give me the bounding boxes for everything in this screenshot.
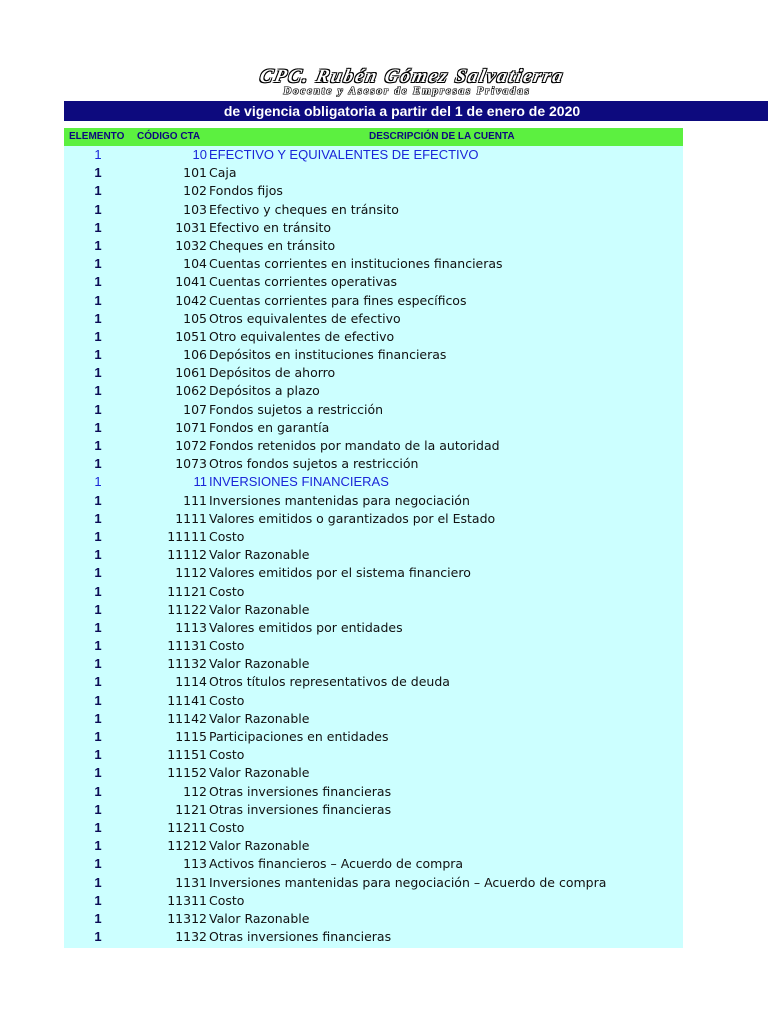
- account-description-cell: Fondos sujetos a restricción: [209, 401, 384, 417]
- element-cell: 1: [94, 383, 102, 399]
- column-header-element: ELEMENTO: [69, 131, 125, 142]
- account-code-cell: 11: [193, 474, 207, 490]
- element-cell: 1: [94, 729, 102, 744]
- element-cell: 1: [94, 565, 102, 581]
- element-cell: 1: [94, 510, 102, 526]
- element-cell: 1: [94, 619, 102, 635]
- account-description-cell: Cheques en tránsito: [209, 237, 336, 253]
- account-row: [64, 764, 683, 782]
- element-cell: 1: [94, 874, 102, 890]
- account-row: [64, 164, 683, 182]
- element-cell: 1: [94, 310, 102, 326]
- element-cell: 1: [94, 147, 102, 162]
- element-cell: 1: [94, 474, 102, 490]
- element-cell: 1: [94, 274, 102, 290]
- account-code-cell: 1072: [175, 438, 207, 453]
- account-row: [64, 528, 683, 546]
- element-cell: 1: [94, 492, 102, 508]
- account-code-cell: 11311: [167, 892, 207, 908]
- account-row: [64, 801, 683, 819]
- account-row: [64, 310, 683, 328]
- account-code-cell: 112: [183, 783, 207, 799]
- element-cell: 1: [94, 601, 102, 617]
- element-cell: 1: [94, 438, 102, 453]
- account-row: [64, 455, 683, 473]
- account-description-cell: Efectivo y cheques en tránsito: [209, 201, 399, 217]
- account-row: [64, 728, 683, 746]
- element-cell: 1: [94, 547, 102, 563]
- account-row: [64, 292, 683, 310]
- account-description-cell: Depósitos de ahorro: [209, 365, 336, 381]
- account-row: [64, 928, 683, 946]
- account-code-cell: 1132: [175, 929, 207, 945]
- account-description-cell: Fondos fijos: [209, 183, 283, 199]
- element-cell: 1: [94, 710, 102, 726]
- account-code-cell: 1121: [175, 801, 207, 817]
- account-code-cell: 10: [192, 147, 207, 162]
- author-name: CPC. Rubén Gómez Salvatierra: [257, 66, 567, 87]
- element-cell: 1: [94, 419, 102, 435]
- validity-banner: [64, 101, 768, 121]
- account-description-cell: Costo: [209, 747, 245, 763]
- account-description-cell: Otros títulos representativos de deuda: [209, 674, 450, 690]
- account-description-cell: Valores emitidos por entidades: [209, 619, 403, 635]
- account-code-cell: 1073: [175, 456, 207, 472]
- account-description-cell: Otros fondos sujetos a restricción: [209, 456, 419, 472]
- account-code-cell: 11212: [167, 838, 207, 854]
- account-description-cell: EFECTIVO Y EQUIVALENTES DE EFECTIVO: [209, 147, 479, 162]
- account-row: [64, 874, 683, 892]
- account-row: [64, 601, 683, 619]
- account-description-cell: Otras inversiones financieras: [209, 929, 392, 945]
- account-code-cell: 1061: [175, 365, 207, 381]
- element-cell: 1: [94, 347, 102, 363]
- account-code-cell: 11131: [167, 638, 207, 654]
- account-code-cell: 113: [183, 856, 207, 872]
- account-row: [64, 346, 683, 364]
- account-description-cell: Depósitos en instituciones financieras: [209, 347, 447, 363]
- account-code-cell: 1031: [175, 219, 207, 235]
- element-cell: 1: [94, 747, 102, 763]
- account-description-cell: Valor Razonable: [209, 547, 310, 563]
- element-cell: 1: [94, 292, 102, 308]
- account-description-cell: Inversiones mantenidas para negociación: [209, 492, 470, 508]
- account-description-cell: Otras inversiones financieras: [209, 801, 392, 817]
- account-code-cell: 1051: [175, 328, 207, 344]
- author-logo: [0, 66, 768, 97]
- element-cell: 1: [94, 328, 102, 344]
- account-row: [64, 201, 683, 219]
- account-description-cell: INVERSIONES FINANCIERAS: [209, 474, 389, 490]
- account-description-cell: Otras inversiones financieras: [209, 783, 392, 799]
- account-code-cell: 1114: [175, 674, 207, 690]
- account-code-cell: 1131: [175, 874, 207, 890]
- account-row: [64, 437, 683, 455]
- account-row: [64, 655, 683, 673]
- account-row: [64, 492, 683, 510]
- account-description-cell: Valores emitidos por el sistema financiero: [209, 565, 471, 581]
- account-row: [64, 692, 683, 710]
- account-group-row: [64, 146, 683, 164]
- account-row: [64, 746, 683, 764]
- element-cell: 1: [94, 856, 102, 872]
- account-row: [64, 910, 683, 928]
- account-description-cell: Costo: [209, 892, 245, 908]
- account-code-cell: 107: [183, 401, 207, 417]
- account-code-cell: 102: [183, 183, 207, 199]
- element-cell: 1: [94, 237, 102, 253]
- account-description-cell: Inversiones mantenidas para negociación – Acuerdo de compra: [209, 874, 607, 890]
- account-description-cell: Valor Razonable: [209, 838, 310, 854]
- account-code-cell: 11152: [167, 765, 207, 781]
- account-code-cell: 1115: [175, 729, 207, 744]
- account-description-cell: Valor Razonable: [209, 601, 310, 617]
- account-code-cell: 1062: [175, 383, 207, 399]
- account-description-cell: Costo: [209, 638, 245, 654]
- element-cell: 1: [94, 456, 102, 472]
- account-description-cell: Efectivo en tránsito: [209, 219, 331, 235]
- element-cell: 1: [94, 183, 102, 199]
- account-row: [64, 273, 683, 291]
- account-description-cell: Cuentas corrientes en instituciones financieras: [209, 256, 503, 272]
- account-code-cell: 11151: [167, 747, 207, 763]
- account-row: [64, 855, 683, 873]
- account-code-cell: 1113: [175, 619, 207, 635]
- account-description-cell: Valor Razonable: [209, 910, 310, 926]
- account-description-cell: Participaciones en entidades: [209, 729, 389, 744]
- account-row: [64, 892, 683, 910]
- element-cell: 1: [94, 692, 102, 708]
- account-row: [64, 237, 683, 255]
- banner-text: de vigencia obligatoria a partir del 1 de enero de 2020: [223, 103, 581, 119]
- element-cell: 1: [94, 165, 102, 181]
- account-code-cell: 105: [183, 310, 207, 326]
- element-cell: 1: [94, 674, 102, 690]
- account-code-cell: 11112: [167, 547, 207, 563]
- element-cell: 1: [94, 838, 102, 854]
- account-row: [64, 819, 683, 837]
- account-description-cell: Valor Razonable: [209, 656, 310, 672]
- account-code-cell: 1032: [175, 237, 207, 253]
- account-code-cell: 1111: [175, 510, 207, 526]
- account-row: [64, 419, 683, 437]
- account-code-cell: 11141: [167, 692, 207, 708]
- account-code-cell: 1042: [175, 292, 207, 308]
- account-group-row: [64, 473, 683, 491]
- element-cell: 1: [94, 892, 102, 908]
- account-row: [64, 673, 683, 691]
- element-cell: 1: [94, 401, 102, 417]
- element-cell: 1: [94, 910, 102, 926]
- account-code-cell: 11312: [167, 910, 207, 926]
- account-row: [64, 364, 683, 382]
- account-row: [64, 255, 683, 273]
- account-code-cell: 1112: [175, 565, 207, 581]
- account-row: [64, 619, 683, 637]
- account-description-cell: Fondos en garantía: [209, 419, 330, 435]
- author-subtitle: Docente y Asesor de Empresas Privadas: [283, 85, 531, 97]
- account-description-cell: Costo: [209, 692, 245, 708]
- account-description-cell: Valor Razonable: [209, 710, 310, 726]
- account-description-cell: Depósitos a plazo: [209, 383, 320, 399]
- account-row: [64, 382, 683, 400]
- account-description-cell: Valor Razonable: [209, 765, 310, 781]
- account-row: [64, 219, 683, 237]
- element-cell: 1: [94, 819, 102, 835]
- accounts-table: [64, 146, 683, 948]
- account-description-cell: Otros equivalentes de efectivo: [209, 310, 401, 326]
- account-code-cell: 111: [183, 492, 207, 508]
- account-code-cell: 103: [183, 201, 207, 217]
- element-cell: 1: [94, 219, 102, 235]
- account-code-cell: 11111: [167, 528, 207, 544]
- element-cell: 1: [94, 929, 102, 945]
- account-code-cell: 11142: [167, 710, 207, 726]
- account-row: [64, 783, 683, 801]
- account-code-cell: 11211: [167, 819, 207, 835]
- element-cell: 1: [94, 201, 102, 217]
- account-description-cell: Otro equivalentes de efectivo: [209, 328, 395, 344]
- account-code-cell: 106: [183, 347, 207, 363]
- column-header-description: DESCRIPCIÓN DE LA CUENTA: [369, 131, 515, 142]
- account-code-cell: 11122: [167, 601, 207, 617]
- account-row: [64, 401, 683, 419]
- table-header: [64, 128, 683, 146]
- account-row: [64, 546, 683, 564]
- account-row: [64, 637, 683, 655]
- account-row: [64, 328, 683, 346]
- element-cell: 1: [94, 656, 102, 672]
- account-code-cell: 11132: [167, 656, 207, 672]
- element-cell: 1: [94, 365, 102, 381]
- account-row: [64, 710, 683, 728]
- account-code-cell: 1071: [175, 419, 207, 435]
- account-description-cell: Cuentas corrientes para fines específicos: [209, 292, 467, 308]
- account-code-cell: 1041: [175, 274, 207, 290]
- account-code-cell: 11121: [167, 583, 207, 599]
- account-description-cell: Valores emitidos o garantizados por el Estado: [209, 510, 496, 526]
- element-cell: 1: [94, 801, 102, 817]
- element-cell: 1: [94, 528, 102, 544]
- account-row: [64, 510, 683, 528]
- account-row: [64, 837, 683, 855]
- account-description-cell: Activos financieros – Acuerdo de compra: [209, 856, 464, 872]
- element-cell: 1: [94, 783, 102, 799]
- account-description-cell: Caja: [209, 165, 237, 181]
- account-description-cell: Cuentas corrientes operativas: [209, 274, 398, 290]
- account-description-cell: Costo: [209, 583, 245, 599]
- account-row: [64, 583, 683, 601]
- element-cell: 1: [94, 765, 102, 781]
- account-row: [64, 564, 683, 582]
- account-description-cell: Fondos retenidos por mandato de la autoridad: [209, 438, 500, 453]
- element-cell: 1: [94, 638, 102, 654]
- account-row: [64, 182, 683, 200]
- account-code-cell: 101: [183, 165, 207, 181]
- account-description-cell: Costo: [209, 819, 245, 835]
- column-header-code: CÓDIGO CTA: [137, 131, 201, 142]
- account-description-cell: Costo: [209, 528, 245, 544]
- element-cell: 1: [94, 256, 102, 272]
- account-code-cell: 104: [183, 256, 207, 272]
- element-cell: 1: [94, 583, 102, 599]
